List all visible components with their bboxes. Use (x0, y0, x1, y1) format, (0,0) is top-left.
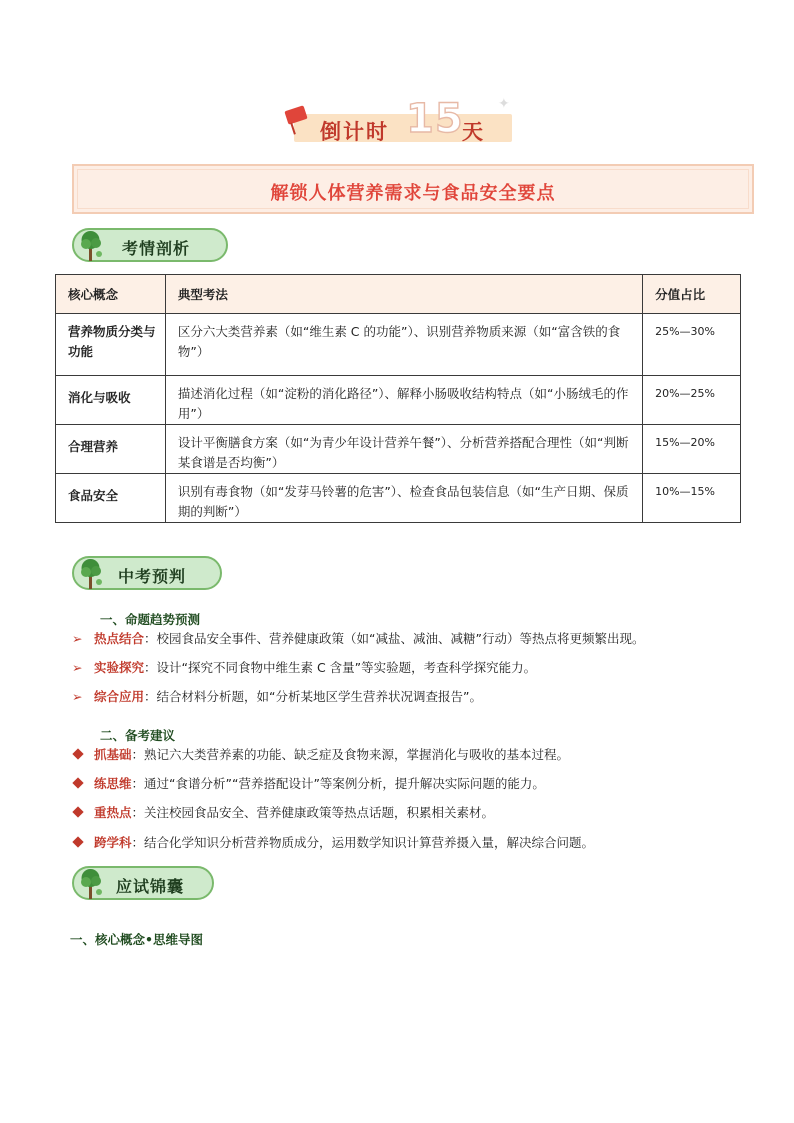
item-keyword: 综合应用 (94, 689, 145, 704)
diamond-bullet-icon (72, 777, 83, 788)
advice-heading: 二、备考建议 (100, 728, 176, 743)
item-text: ：结合化学知识分析营养物质成分，运用数学知识计算营养摄入量，解决综合问题。 (131, 835, 595, 850)
table-cell-score: 10%—15% (643, 474, 741, 523)
table-cell-concept: 营养物质分类与功能 (56, 314, 166, 376)
title-box (72, 164, 754, 214)
table-cell-concept: 食品安全 (56, 474, 166, 523)
table-cell-score: 15%—20% (643, 425, 741, 474)
list-item (72, 775, 545, 793)
tree-icon (78, 868, 104, 900)
list-item (72, 834, 594, 852)
sparkle-icon: ✦ (498, 96, 510, 112)
diamond-bullet-icon (72, 836, 83, 847)
item-keyword: 抓基础 (94, 747, 132, 762)
table-cell-concept: 合理营养 (56, 425, 166, 474)
section-title-analysis: 考情剖析 (122, 239, 191, 258)
section-header-tips (72, 866, 214, 902)
table-cell-method: 描述消化过程（如“淀粉的消化路径”）、解释小肠吸收结构特点（如“小肠绒毛的作用”） (165, 376, 642, 425)
section-title-tips: 应试锦囊 (116, 877, 185, 896)
page-title: 解锁人体营养需求与食品安全要点 (270, 183, 556, 204)
table-row (56, 425, 741, 474)
table-header-row (56, 275, 741, 314)
list-item (72, 659, 536, 677)
section-header-analysis (72, 228, 228, 264)
item-text: ：关注校园食品安全、营养健康政策等热点话题，积累相关素材。 (131, 805, 495, 820)
mindmap-heading: 一、核心概念•思维导图 (70, 932, 203, 947)
countdown-suffix: 天 (462, 120, 485, 144)
tree-icon (78, 230, 104, 262)
item-text: ：设计“探究不同食物中维生素 C 含量”等实验题，考查科学探究能力。 (144, 660, 537, 675)
arrow-bullet-icon: ➢ (72, 689, 83, 704)
item-text: ：结合材料分析题，如“分析某地区学生营养状况调查报告”。 (144, 689, 482, 704)
table-cell-method: 区分六大类营养素（如“维生素 C 的功能”）、识别营养物质来源（如“富含铁的食物”） (165, 314, 642, 376)
list-item (72, 630, 644, 648)
item-text: ：熟记六大类营养素的功能、缺乏症及食物来源，掌握消化与吸收的基本过程。 (131, 747, 570, 762)
table-header-method: 典型考法 (165, 275, 642, 314)
table-row (56, 376, 741, 425)
section-title-prediction: 中考预判 (118, 567, 187, 586)
list-item (72, 804, 494, 822)
item-keyword: 热点结合 (94, 631, 145, 646)
table-row (56, 474, 741, 523)
table-cell-method: 识别有毒食物（如“发芽马铃薯的危害”）、检查食品包装信息（如“生产日期、保质期的判断”） (165, 474, 642, 523)
exam-analysis-table (55, 274, 741, 523)
diamond-bullet-icon (72, 748, 83, 759)
table-cell-method: 设计平衡膳食方案（如“为青少年设计营养午餐”）、分析营养搭配合理性（如“判断某食谱是否均衡”） (165, 425, 642, 474)
item-keyword: 重热点 (94, 805, 132, 820)
table-cell-score: 20%—25% (643, 376, 741, 425)
item-keyword: 实验探究 (94, 660, 145, 675)
table-cell-score: 25%—30% (643, 314, 741, 376)
arrow-bullet-icon: ➢ (72, 631, 83, 646)
countdown-prefix: 倒计时 (320, 120, 389, 144)
item-keyword: 跨学科 (94, 835, 132, 850)
tree-icon (78, 558, 104, 590)
arrow-bullet-icon: ➢ (72, 660, 83, 675)
trend-heading: 一、命题趋势预测 (100, 612, 201, 627)
list-item (72, 746, 569, 764)
countdown-banner (284, 96, 510, 146)
item-keyword: 练思维 (94, 776, 132, 791)
list-item (72, 688, 482, 706)
table-header-concept: 核心概念 (56, 275, 166, 314)
item-text: ：校园食品安全事件、营养健康政策（如“减盐、减油、减糖”行动）等热点将更频繁出现。 (144, 631, 645, 646)
table-cell-concept: 消化与吸收 (56, 376, 166, 425)
table-row (56, 314, 741, 376)
table-header-score: 分值占比 (643, 275, 741, 314)
item-text: ：通过“食谱分析”“营养搭配设计”等案例分析，提升解决实际问题的能力。 (131, 776, 545, 791)
diamond-bullet-icon (72, 806, 83, 817)
section-header-prediction (72, 556, 222, 592)
countdown-number: 15 (406, 96, 464, 142)
